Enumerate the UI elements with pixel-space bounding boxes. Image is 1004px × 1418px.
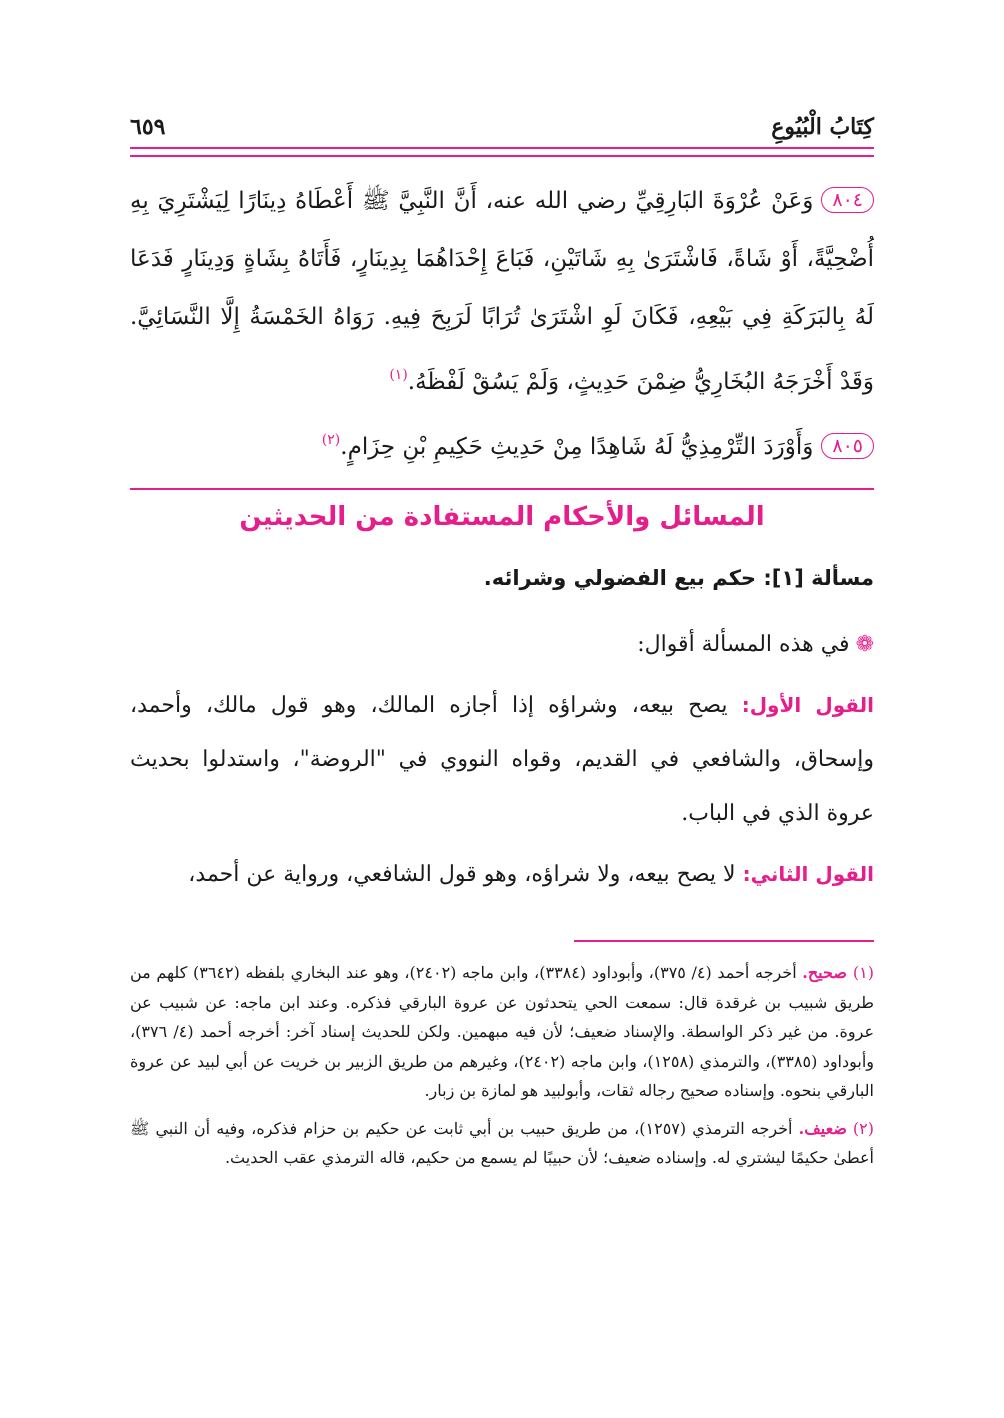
question-title: حكم بيع الفضولي وشرائه. — [483, 566, 757, 590]
question-label: مسألة [١]: — [763, 566, 874, 590]
hadith-number-badge: ٨٠٥ — [821, 433, 874, 459]
opinion-label: القول الثاني: — [742, 862, 874, 886]
section-title: المسائل والأحكام المستفادة من الحديثين — [239, 502, 765, 532]
hadith-block — [130, 172, 874, 476]
footnote-text: أخرجه أحمد (٤/ ٣٧٥)، وأبوداود (٣٣٨٤)، وابن ماجه (٢٤٠٢)، وهو عند البخاري بلفظه (٣٦٤٢) كلهم من طريق شبيب بن غرقدة قال: سمعت الحي يتحدثون عن عروة البارقي فذكره. وعند ابن ماجه: عن شبيب عن عروة. من غير ذكر الواسطة. والإسناد ضعيف؛ لأن فيه مبهمين. ولكن للحديث إسناد آخر: أخرجه أحمد (٤/ ٣٧٦)، وأبوداود (٣٣٨٥)، والترمذي (١٢٥٨)، وابن ماجه (٢٤٠٢)، وغيرهم من طريق الزبير بن خريت عن أبي لبيد عن عروة البارقي بنحوه. وإسناده صحيح رجاله ثقات، وأبولبيد هو لمازة بن زبار. — [130, 963, 875, 1100]
footnote-grade: ضعيف. — [798, 1118, 847, 1138]
header-rule — [130, 147, 874, 149]
hadith-number-badge: ٨٠٤ — [821, 187, 874, 213]
footnote-1 — [130, 958, 874, 1106]
hadith-text: وَعَنْ عُرْوَةَ البَارِقِيِّ رضي الله عنه، أَنَّ النَّبِيَّ ﷺ أَعْطَاهُ دِينَارًا لِيَشْتَرِيَ بِهِ أُضْحِيَّةً، أَوْ شَاةً، فَاشْتَرَىٰ بِهِ شَاتَيْنِ، فَبَاعَ إِحْدَاهُمَا بِدِينَارٍ، فَأَتَاهُ بِشَاةٍ وَدِينَارٍ فَدَعَا لَهُ بِالبَرَكَةِ فِي بَيْعِهِ، فَكَانَ لَوِ اشْتَرَىٰ تُرَابًا لَرَبِحَ فِيهِ. رَوَاهُ الخَمْسَةُ إِلَّا النَّسَائِيَّ. وَقَدْ أَخْرَجَهُ البُخَارِيُّ ضِمْنَ حَدِيثٍ، وَلَمْ يَسُقْ لَفْظَهُ. — [130, 188, 874, 395]
footnote-number: (١) — [852, 963, 875, 982]
footnote-text: أخرجه الترمذي (١٢٥٧)، من طريق حبيب بن أبي ثابت عن حكيم بن حزام فذكره، وفيه أن النبي ﷺ أعطىٰ حكيمًا ليشتري له. وإسناده ضعيف؛ لأن حبيبًا لم يسمع من حكيم، قاله الترمذي عقب الحديث. — [130, 1118, 874, 1167]
footnote-divider — [574, 940, 874, 942]
header-rule — [130, 155, 874, 157]
hadith-text: وَأَوْرَدَ التِّرْمِذِيُّ لَهُ شَاهِدًا مِنْ حَدِيثِ حَكِيمِ بْنِ حِزَامٍ. — [340, 434, 814, 460]
footnote-ref-1[interactable]: (١) — [389, 367, 408, 383]
footnote-number: (٢) — [852, 1118, 874, 1138]
opinion-text: لا يصح بيعه، ولا شراؤه، وهو قول الشافعي، ورواية عن أحمد، — [188, 862, 736, 887]
rulings-body — [130, 556, 874, 902]
opinion-1 — [130, 678, 874, 841]
flower-icon: ❁ — [855, 632, 874, 657]
opinion-text: يصح بيعه، وشراؤه إذا أجازه المالك، وهو قول مالك، وأحمد، وإسحاق، والشافعي في القديم، وقواه النووي في "الروضة"، واستدلوا بحديث عروة الذي في الباب. — [130, 693, 874, 826]
hadith-804 — [130, 172, 874, 411]
opinion-2 — [130, 847, 874, 902]
page-number: ٦٥٩ — [130, 114, 166, 140]
intro-paragraph — [130, 618, 874, 672]
hadith-805 — [130, 411, 874, 476]
footnotes — [130, 958, 874, 1181]
section-divider — [130, 488, 874, 490]
footnote-grade: صحيح. — [802, 963, 847, 982]
page-header — [130, 110, 874, 146]
running-title: كِتَابُ الْبُيُوعِ — [771, 114, 874, 140]
footnote-2 — [130, 1114, 874, 1173]
question-heading — [130, 556, 874, 600]
footnote-ref-2[interactable]: (٢) — [321, 432, 341, 448]
opinion-label: القول الأول: — [741, 693, 874, 717]
intro-text: في هذه المسألة أقوال: — [637, 632, 850, 657]
